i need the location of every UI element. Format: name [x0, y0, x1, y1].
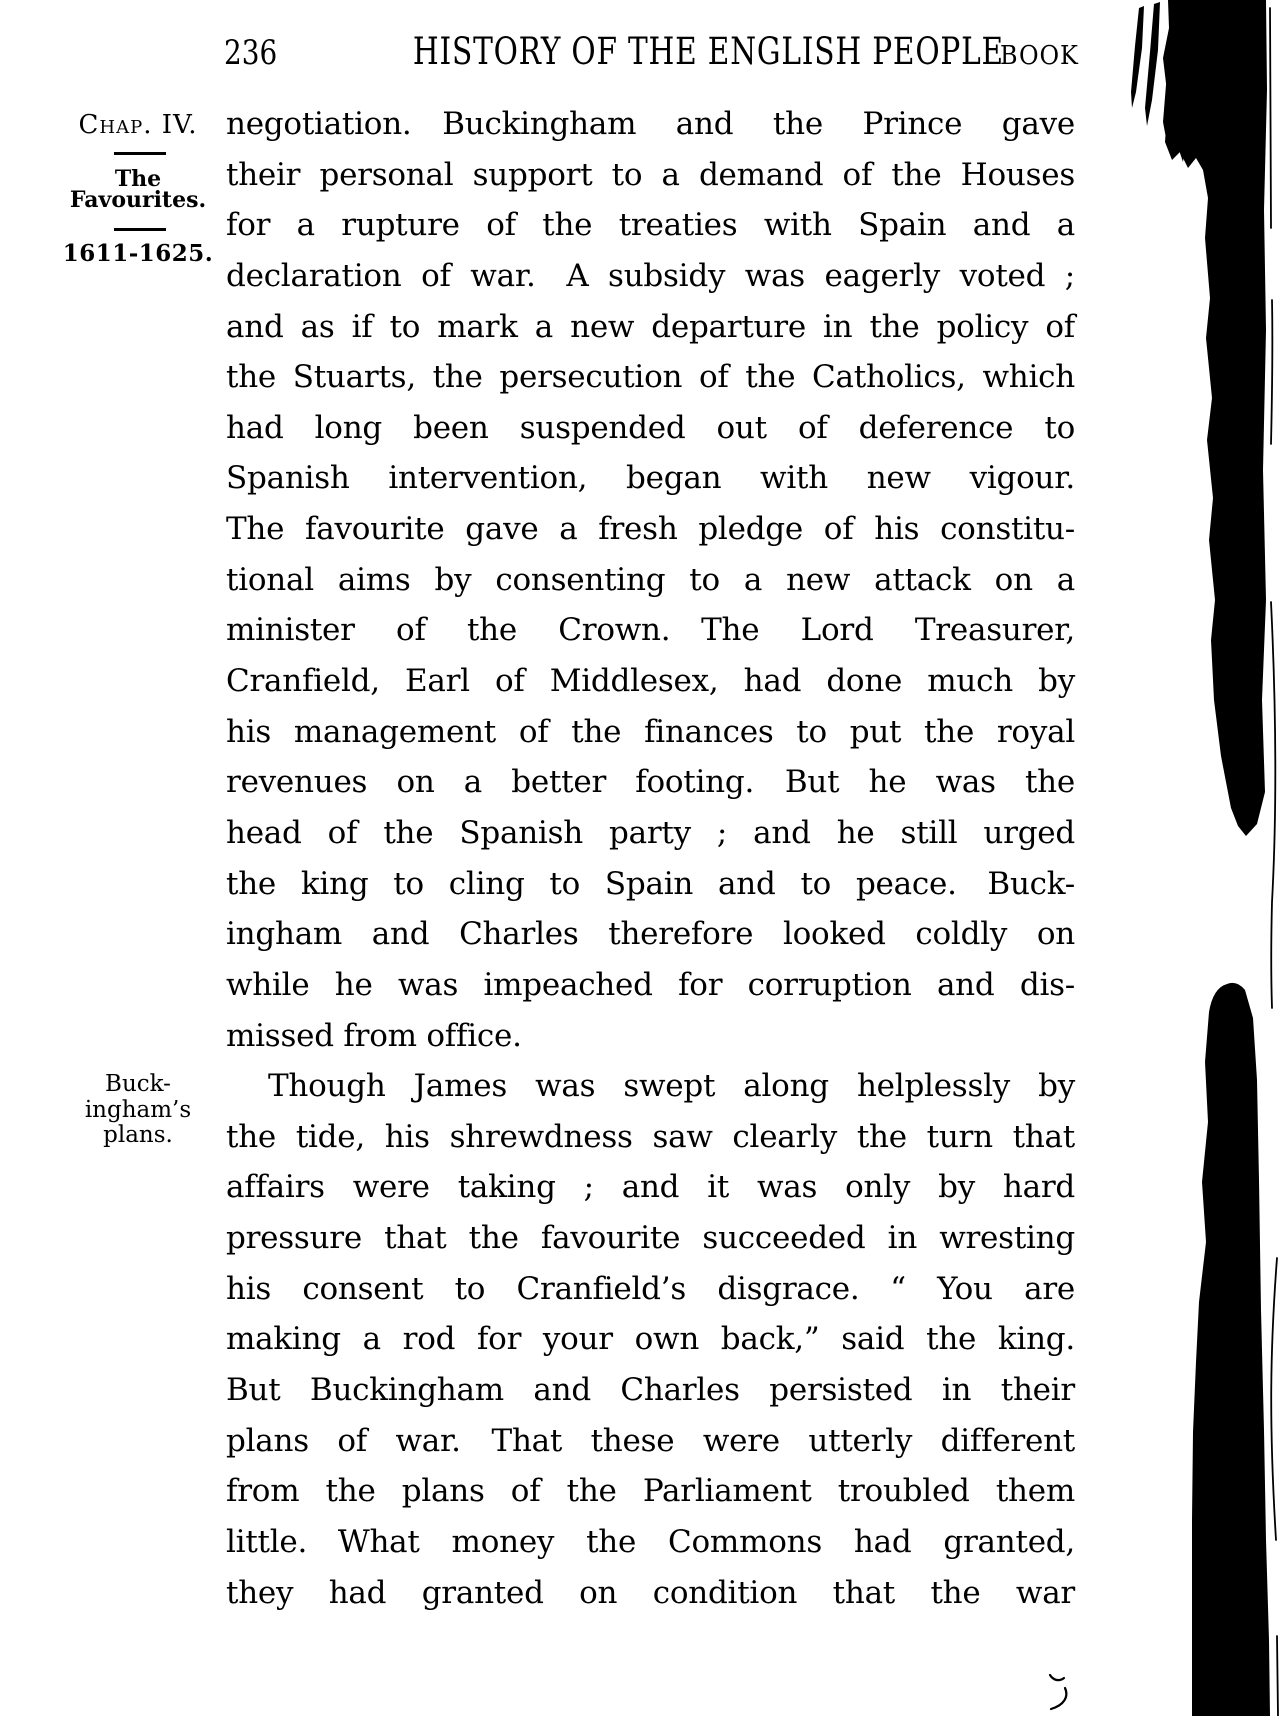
margin-note-divider [114, 228, 166, 231]
page-number: 236 [224, 33, 278, 73]
margin-note-chapter: Chap. IV. [78, 110, 198, 140]
text-line: Though James was swept along helplessly by [268, 1068, 1075, 1105]
text-line: pressure that the favourite succeeded in wresting [226, 1220, 1075, 1257]
running-title-text: HISTORY OF THE ENGLISH PEOPLE [412, 30, 1004, 73]
text-line: head of the Spanish party ; and he still urged [226, 814, 1075, 851]
text-line: tional aims by consenting to a new attack on a [226, 561, 1075, 598]
text-line: they had granted on condition that the war [226, 1574, 1075, 1611]
text-line: and as if to mark a new departure in the policy of [226, 308, 1075, 345]
scan-artifact-hairlines [1270, 8, 1278, 1716]
margin-note-dates: 1611-1625. [62, 240, 214, 267]
text-line: making a rod for your own back,” said the king. [226, 1321, 1075, 1358]
margin-note-line: plans. [103, 1122, 173, 1148]
margin-note-subject-line: The [114, 166, 162, 192]
text-line: plans of war. That these were utterly different [226, 1422, 1075, 1459]
scan-artifact-band-top [1163, 0, 1267, 836]
text-line: declaration of war. A subsidy was eagerly voted ; [226, 257, 1075, 294]
text-line: Spanish intervention, began with new vigour. [226, 460, 1075, 497]
body-text [226, 99, 1075, 1618]
text-line: from the plans of the Parliament troubled them [226, 1473, 1075, 1510]
text-line: his management of the finances to put the royal [226, 713, 1075, 750]
text-line: affairs were taking ; and it was only by hard [226, 1169, 1075, 1206]
text-line: missed from office. [226, 1017, 522, 1054]
book-label: BOOK [1000, 41, 1079, 71]
margin-note-subject [58, 166, 218, 213]
margin-note-line: ingham’s [84, 1096, 192, 1123]
text-line: while he was impeached for corruption and dis- [226, 966, 1075, 1003]
text-line: Cranfield, Earl of Middlesex, had done much by [226, 663, 1075, 700]
text-line: ingham and Charles therefore looked coldly on [226, 916, 1075, 953]
text-line: The favourite gave a fresh pledge of his constitu- [226, 511, 1075, 548]
text-line: minister of the Crown. The Lord Treasurer, [226, 612, 1075, 649]
text-line: for a rupture of the treaties with Spain and a [226, 207, 1075, 244]
margin-note-line: Buck- [105, 1071, 171, 1097]
scan-artifact-streaks [1131, 0, 1196, 162]
margin-note-subject-line: Favourites. [69, 187, 207, 213]
text-line: their personal support to a demand of the Houses [226, 156, 1075, 193]
text-line: the tide, his shrewdness saw clearly the turn that [226, 1118, 1075, 1155]
pen-squiggle-mark [1050, 1675, 1066, 1709]
text-line: the king to cling to Spain and to peace. Buck- [226, 865, 1075, 902]
text-line: little. What money the Commons had granted, [226, 1523, 1075, 1560]
text-line: negotiation. Buckingham and the Prince gave [226, 106, 1075, 142]
scan-artifact-band-bottom [1192, 983, 1270, 1716]
text-line: But Buckingham and Charles persisted in their [226, 1372, 1075, 1409]
text-line: the Stuarts, the persecution of the Catholics, which [226, 359, 1075, 396]
text-line: revenues on a better footing. But he was the [226, 764, 1075, 801]
running-title [339, 30, 1004, 73]
text-line: his consent to Cranfield’s disgrace. “ You are [226, 1270, 1075, 1307]
margin-note-buckingham-plans [58, 1072, 218, 1149]
margin-note-divider [114, 152, 166, 155]
text-line: had long been suspended out of deference to [226, 409, 1075, 446]
